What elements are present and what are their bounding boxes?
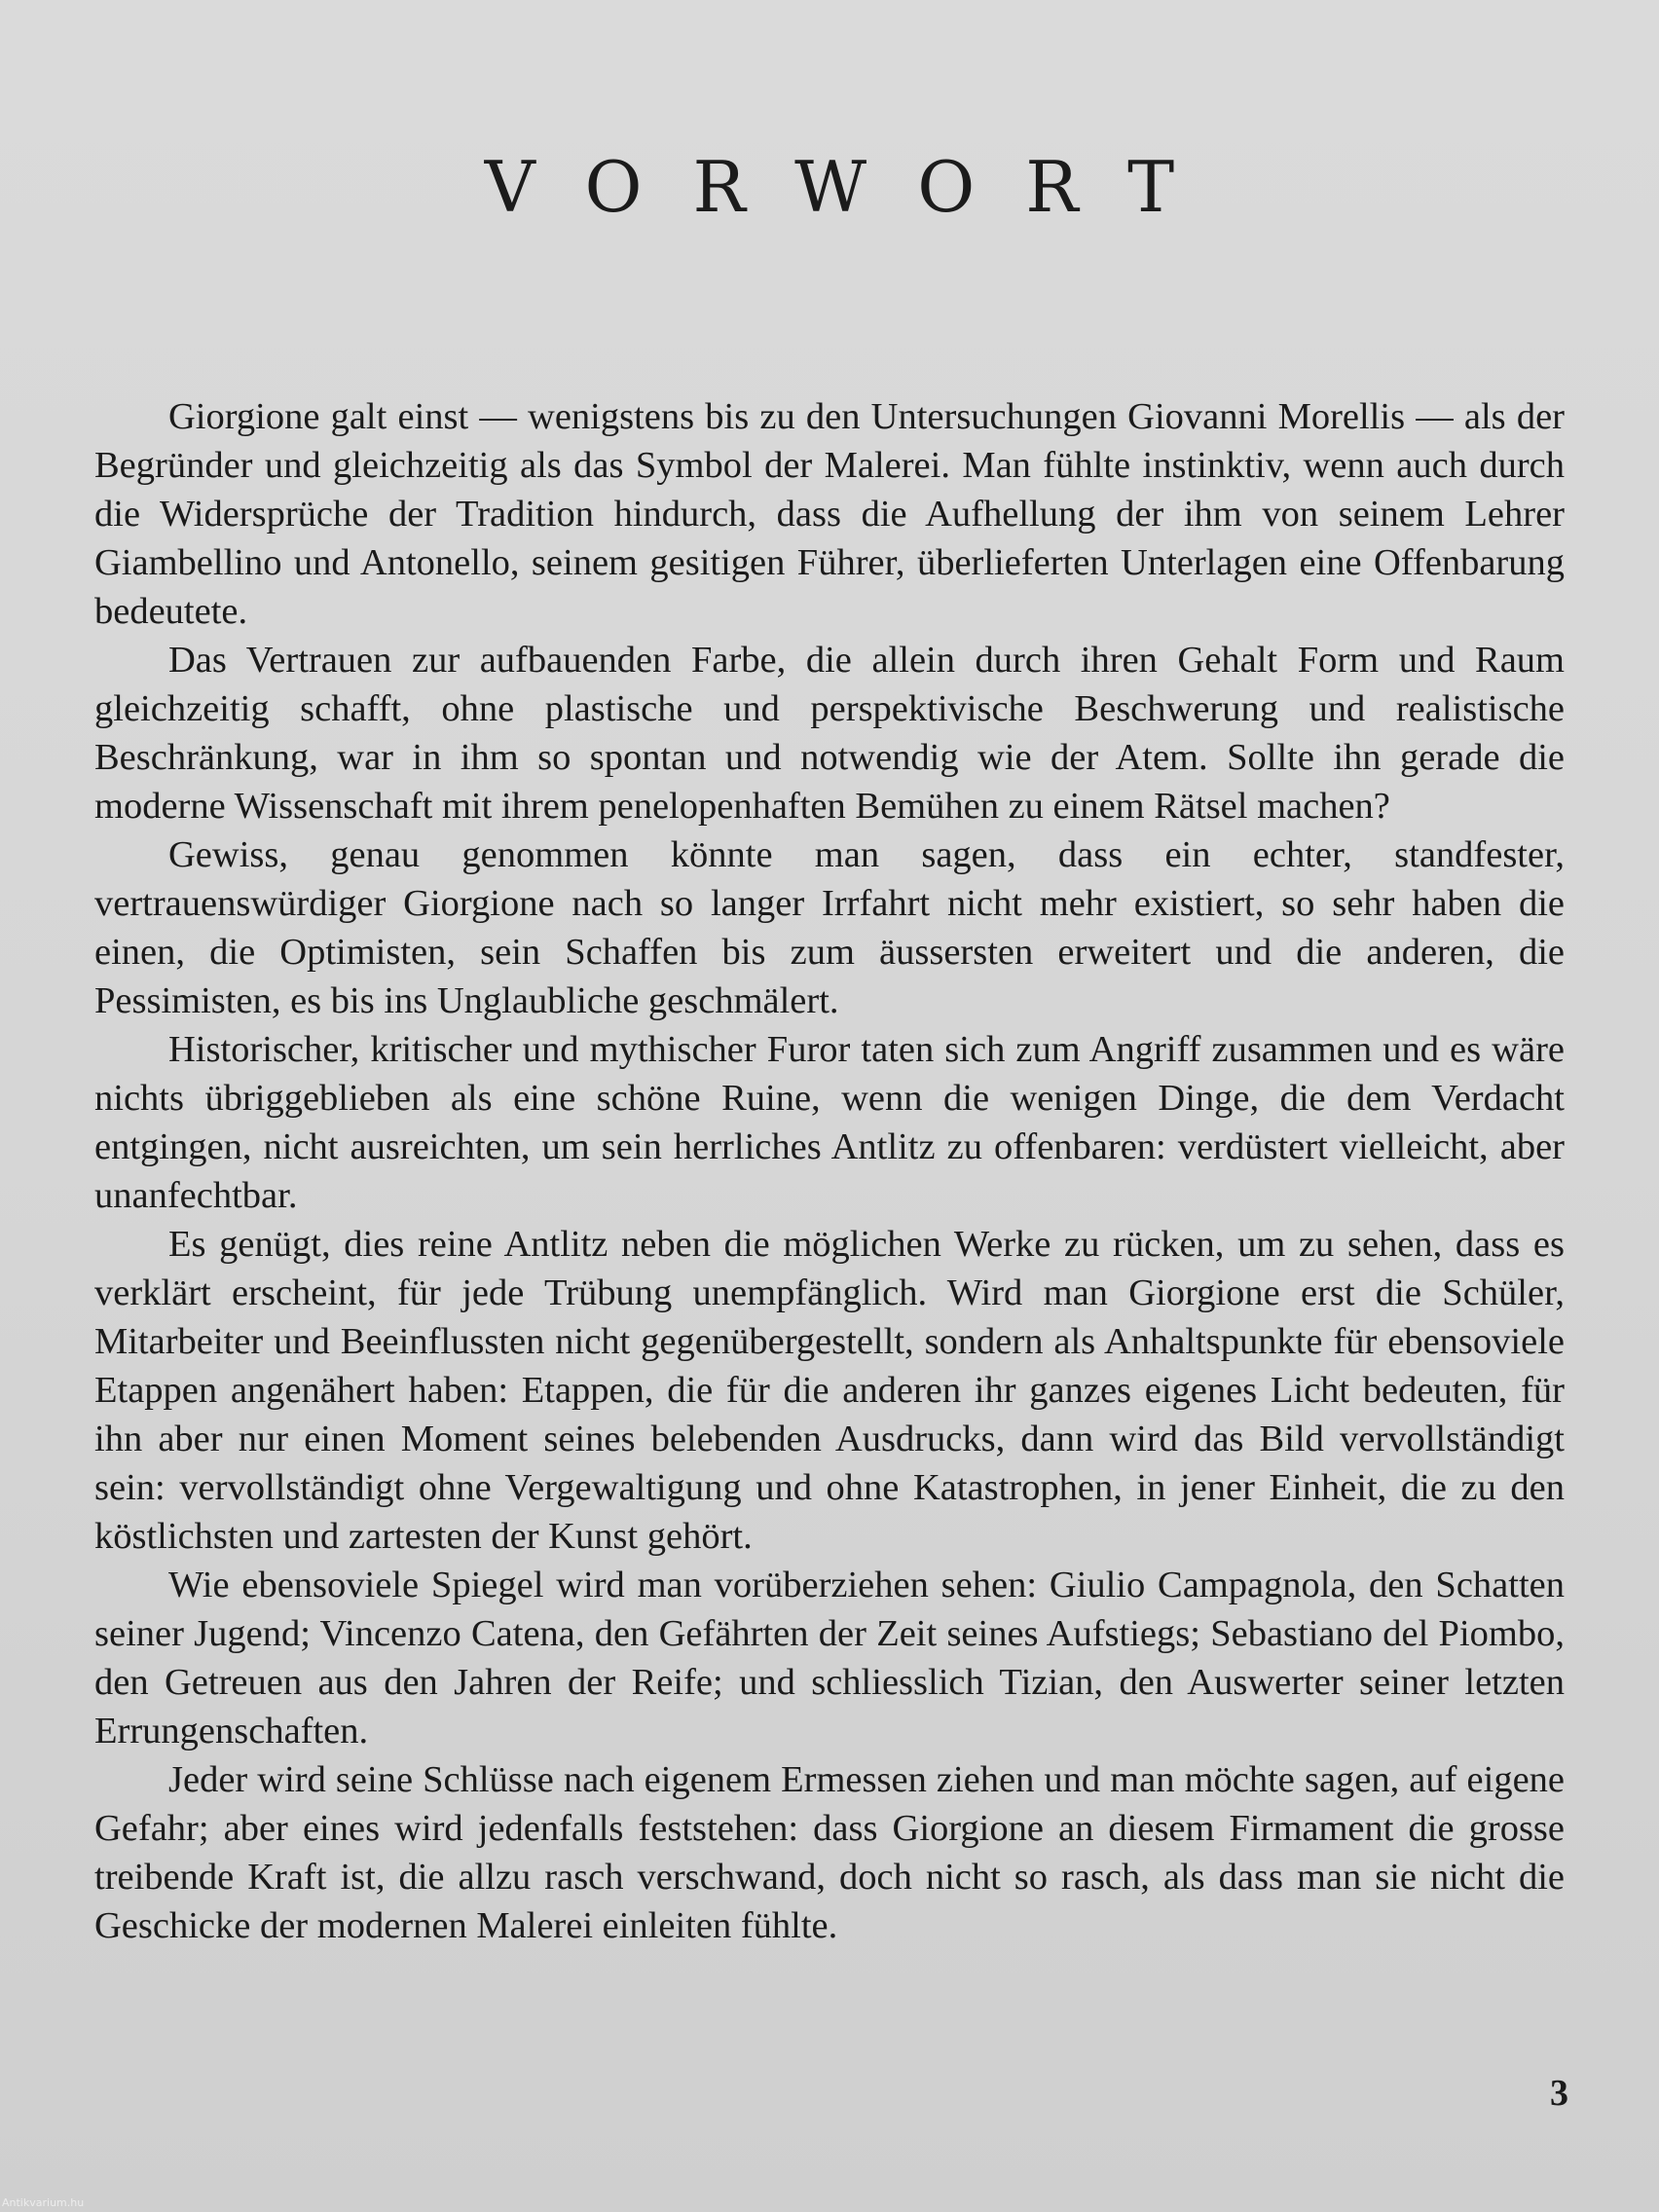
page-number: 3 bbox=[1550, 2073, 1568, 2114]
paragraph-6: Wie ebensoviele Spiegel wird man vorüberziehen sehen: Giulio Campagnola, den Schatten seiner Jugend; Vincenzo Catena, den Gefährten der Zeit seines Aufstiegs; Sebastiano del Piombo, den Getreuen aus den Jahren der Reife; und schliesslich Tizian, den Auswerter seiner letzten Errungenschaften. bbox=[94, 1565, 1565, 1751]
paragraph-7: Jeder wird seine Schlüsse nach eigenem Ermessen ziehen und man möchte sagen, auf eigene Gefahr; aber eines wird jedenfalls feststehen: dass Giorgione an diesem Firmament die grosse treibende Kraft ist, die allzu rasch verschwand, doch nicht so rasch, als dass man sie nicht die Geschicke der modernen Malerei einleiten fühlte. bbox=[94, 1759, 1565, 1946]
paragraph-1: Giorgione galt einst — wenigstens bis zu den Untersuchungen Giovanni Morellis — als der Begründer und gleichzeitig als das Symbol der Malerei. Man fühlte instinktiv, wenn auch durch die Widersprüche der Tradition hindurch, dass die Aufhellung der ihm von seinem Lehrer Giambellino und Antonello, seinem gesitigen Führer, überlieferten Unterlagen eine Offenbarung bedeutete. bbox=[94, 396, 1565, 632]
preface-body bbox=[94, 392, 1565, 1950]
paragraph-5: Es genügt, dies reine Antlitz neben die möglichen Werke zu rücken, um zu sehen, dass es verklärt erscheint, für jede Trübung unempfänglich. Wird man Giorgione erst die Schüler, Mitarbeiter und Beeinflussten nicht gegenübergestellt, sondern als Anhaltspunkte für ebensoviele Etappen angenähert haben: Etappen, die für die anderen ihr ganzes eigenes Licht bedeuten, für ihn aber nur einen Moment seines belebenden Ausdrucks, dann wird das Bild vervollständigt sein: vervollständigt ohne Vergewaltigung und ohne Katastrophen, in jener Einheit, die zu den köstlichsten und zartesten der Kunst gehört. bbox=[94, 1224, 1565, 1557]
paragraph-3: Gewiss, genau genommen könnte man sagen, dass ein echter, standfester, vertrauenswürdiger Giorgione nach so langer Irrfahrt nicht mehr existiert, so sehr haben die einen, die Optimisten, sein Schaffen bis zum äussersten erweitert und die anderen, die Pessimisten, es bis ins Unglaubliche geschmälert. bbox=[94, 834, 1565, 1021]
page-title: VORWORT bbox=[484, 146, 1226, 228]
watermark: Antikvarium.hu bbox=[2, 2196, 85, 2209]
paragraph-4: Historischer, kritischer und mythischer Furor taten sich zum Angriff zusammen und es wäre nichts übriggeblieben als eine schöne Ruine, wenn die wenigen Dinge, die dem Verdacht entgingen, nicht ausreichten, um sein herrliches Antlitz zu offenbaren: verdüstert vielleicht, aber unanfechtbar. bbox=[94, 1029, 1565, 1216]
paragraph-2: Das Vertrauen zur aufbauenden Farbe, die allein durch ihren Gehalt Form und Raum gleichzeitig schafft, ohne plastische und perspektivische Beschwerung und realistische Beschränkung, war in ihm so spontan und notwendig wie der Atem. Sollte ihn gerade die moderne Wissenschaft mit ihrem penelopenhaften Bemühen zu einem Rätsel machen? bbox=[94, 640, 1565, 827]
